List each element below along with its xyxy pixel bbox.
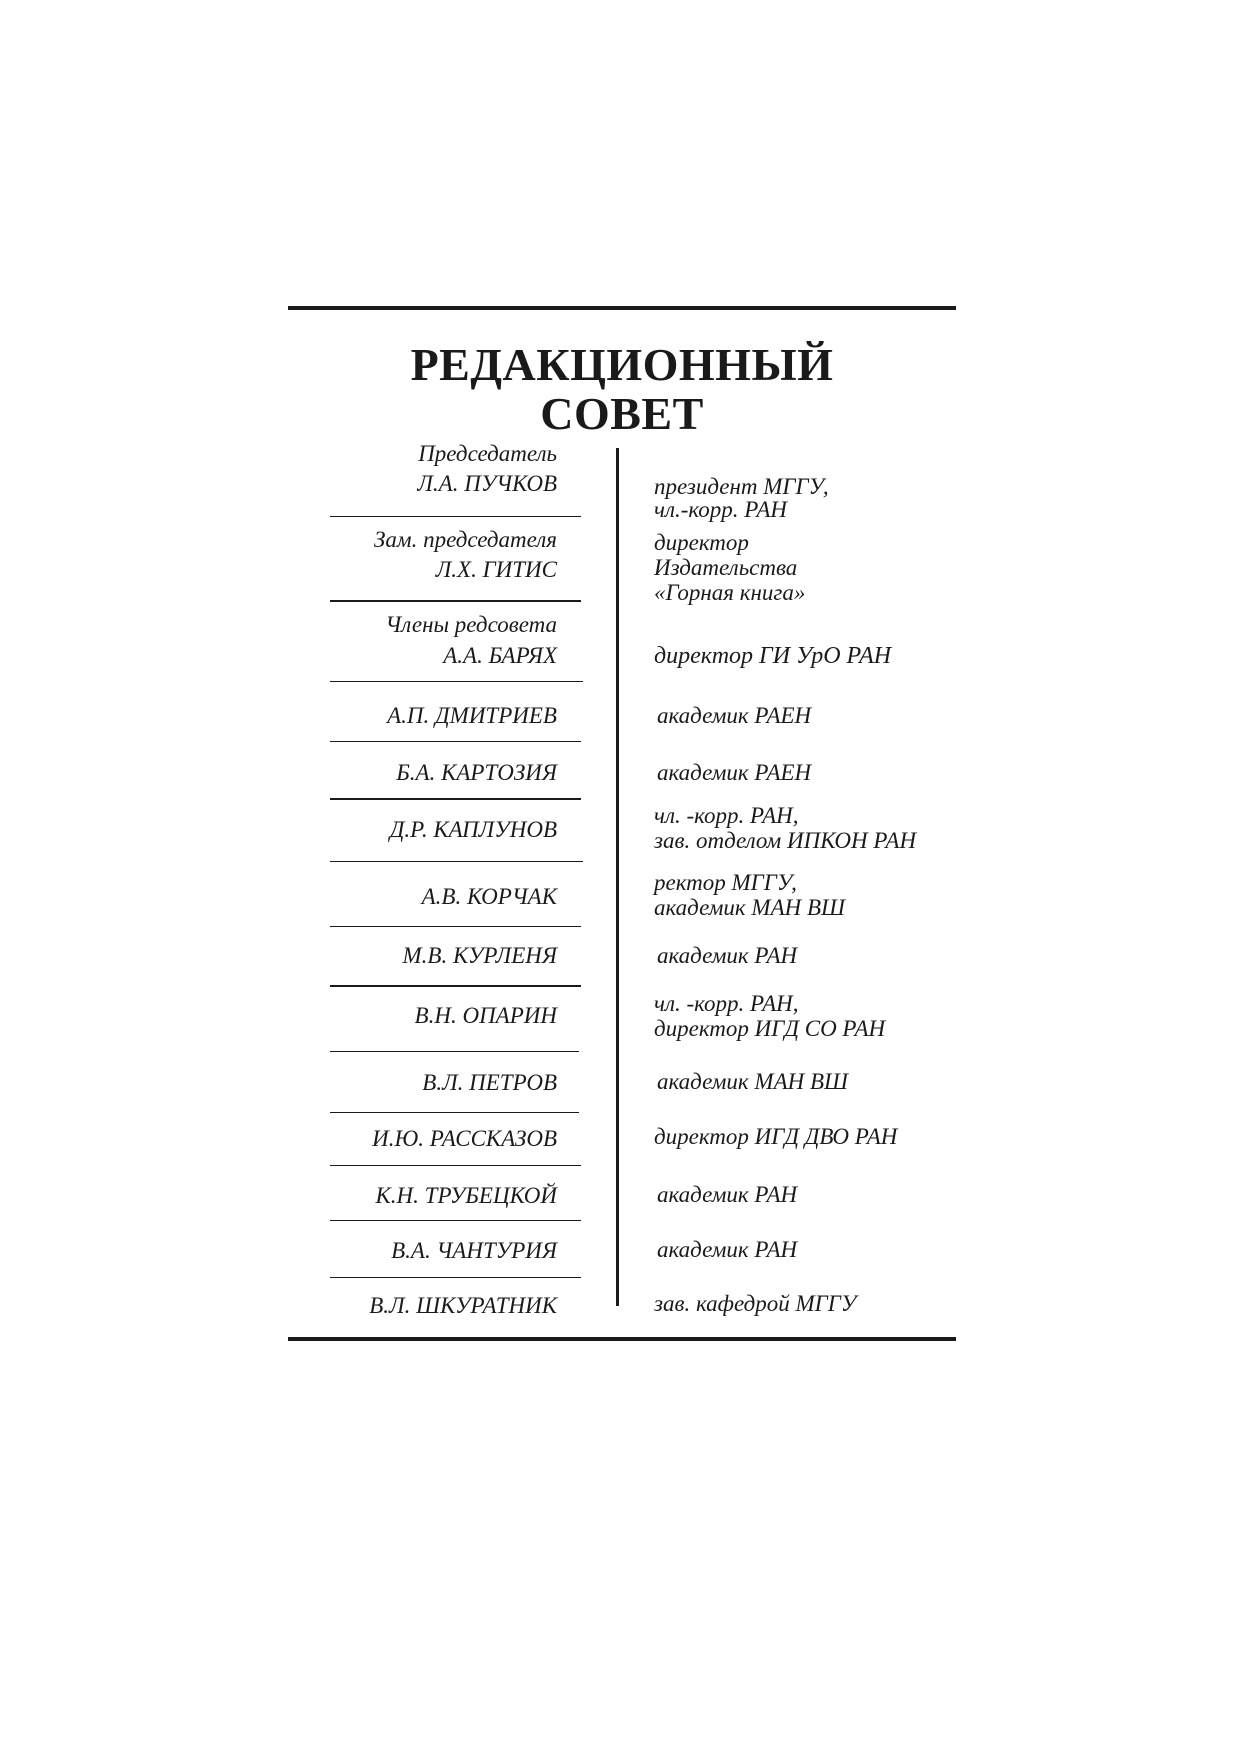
member-position: директор ГИ УрО РАН [654,643,892,669]
row-separator [330,798,581,800]
deputy-position-line-2: Издательства [654,555,798,580]
members-label: Члены редсовета [385,612,557,637]
row-separator [330,516,581,517]
page-title-line-1: РЕДАКЦИОННЫЙ [410,339,834,390]
row-separator [330,1112,579,1113]
chair-position-line-2: чл.-корр. РАН [654,497,787,522]
member-position: зав. кафедрой МГГУ [654,1291,857,1316]
member-name: М.В. КУРЛЕНЯ [402,943,557,968]
row-separator [330,1277,581,1278]
member-name: В.Л. ПЕТРОВ [422,1070,557,1095]
member-name: А.В. КОРЧАК [421,884,557,909]
chair-name: Л.А. ПУЧКОВ [417,471,557,496]
row-separator [330,1165,581,1166]
member-position: академик РАЕН [657,703,812,728]
row-separator [330,985,581,987]
member-name: В.А. ЧАНТУРИЯ [391,1238,557,1263]
member-position: академик МАН ВШ [657,1069,849,1094]
member-position-line-2: академик МАН ВШ [654,895,846,920]
page-title-line-2: СОВЕТ [540,388,704,439]
member-position: академик РАН [657,943,798,968]
member-position-line-2: зав. отделом ИПКОН РАН [654,828,917,853]
row-separator [330,861,583,862]
member-name: Д.Р. КАПЛУНОВ [389,817,557,842]
member-position-line-1: ректор МГГУ, [654,870,797,895]
chair-position-line-1: президент МГГУ, [654,474,829,499]
row-separator [330,681,583,682]
member-position-line-1: чл. -корр. РАН, [654,803,799,828]
chair-role: Председатель [418,441,557,466]
row-separator [330,600,581,602]
member-name: В.Л. ШКУРАТНИК [369,1293,557,1318]
row-separator [330,741,581,742]
member-name: К.Н. ТРУБЕЦКОЙ [375,1183,557,1208]
row-separator [330,1051,579,1052]
member-position: академик РАЕН [657,760,812,785]
bottom-rule [288,1337,956,1341]
column-divider [616,448,619,1306]
deputy-position-line-1: директор [654,530,749,555]
top-rule [288,306,956,310]
member-position: директор ИГД ДВО РАН [654,1124,898,1149]
deputy-role: Зам. председателя [374,527,557,552]
member-position-line-2: директор ИГД СО РАН [654,1016,886,1041]
member-name: А.П. ДМИТРИЕВ [387,703,557,728]
member-name: В.Н. ОПАРИН [414,1003,557,1028]
member-name: И.Ю. РАССКАЗОВ [372,1126,557,1151]
member-position: академик РАН [657,1237,798,1262]
member-name: А.А. БАРЯХ [443,643,557,668]
row-separator [330,1220,581,1221]
member-position: академик РАН [657,1182,798,1207]
deputy-name: Л.Х. ГИТИС [435,557,557,582]
deputy-position-line-3: «Горная книга» [654,580,806,605]
member-position-line-1: чл. -корр. РАН, [654,991,799,1016]
row-separator [330,926,581,927]
member-name: Б.А. КАРТОЗИЯ [396,760,557,785]
